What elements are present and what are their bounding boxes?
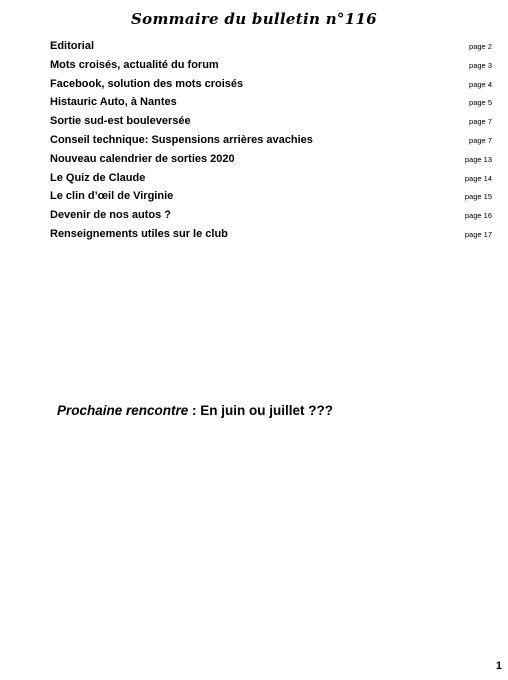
- toc-entry-label: Facebook, solution des mots croisés: [50, 77, 244, 90]
- next-meeting-label: Prochaine rencontre: [57, 403, 189, 418]
- next-meeting-value: : En juin ou juillet ???: [188, 403, 334, 418]
- toc-row: [50, 190, 494, 209]
- toc-entry-page: page 16: [464, 211, 492, 221]
- toc-entry-page: page 2: [469, 42, 492, 51]
- toc-entry-label: Sortie sud-est bouleversée: [50, 115, 191, 128]
- toc-row: [50, 134, 494, 153]
- toc-entry-label: Le Quiz de Claude: [50, 171, 146, 184]
- toc-row: [50, 209, 494, 228]
- toc-entry-label: Histauric Auto, à Nantes: [50, 96, 177, 109]
- toc-row: [50, 115, 494, 134]
- toc-entry-page: page 3: [469, 60, 492, 70]
- toc-entry-label: Conseil technique: Suspensions arrières avachies: [50, 133, 313, 146]
- toc-entry-page: page 4: [469, 79, 492, 89]
- toc-entry-page: page 13: [464, 154, 492, 164]
- toc-entry-label: Devenir de nos autos ?: [50, 209, 172, 222]
- toc-entry-page: page 7: [469, 117, 492, 127]
- toc-entry-label: Le clin d’œil de Virginie: [50, 190, 174, 203]
- toc-row: [50, 40, 494, 59]
- table-of-contents: [50, 40, 494, 247]
- toc-row: [50, 172, 494, 191]
- toc-entry-page: page 17: [464, 229, 492, 239]
- toc-entry-label: Nouveau calendrier de sorties 2020: [50, 152, 235, 165]
- page-title: Sommaire du bulletin n°116: [131, 10, 377, 28]
- toc-entry-label: Mots croisés, actualité du forum: [50, 58, 219, 71]
- page-number: 1: [495, 660, 502, 672]
- toc-entry-label: Editorial: [50, 40, 95, 52]
- toc-entry-page: page 15: [464, 192, 492, 202]
- next-meeting-notice: [57, 403, 333, 418]
- toc-entry-page: page 5: [469, 98, 492, 108]
- toc-entry-page: page 7: [469, 135, 492, 145]
- toc-row: [50, 59, 494, 78]
- toc-entry-label: Renseignements utiles sur le club: [50, 227, 228, 240]
- toc-entry-page: page 14: [464, 173, 492, 183]
- toc-row: [50, 78, 494, 97]
- toc-row: [50, 96, 494, 115]
- toc-row: [50, 153, 494, 172]
- toc-row: [50, 228, 494, 247]
